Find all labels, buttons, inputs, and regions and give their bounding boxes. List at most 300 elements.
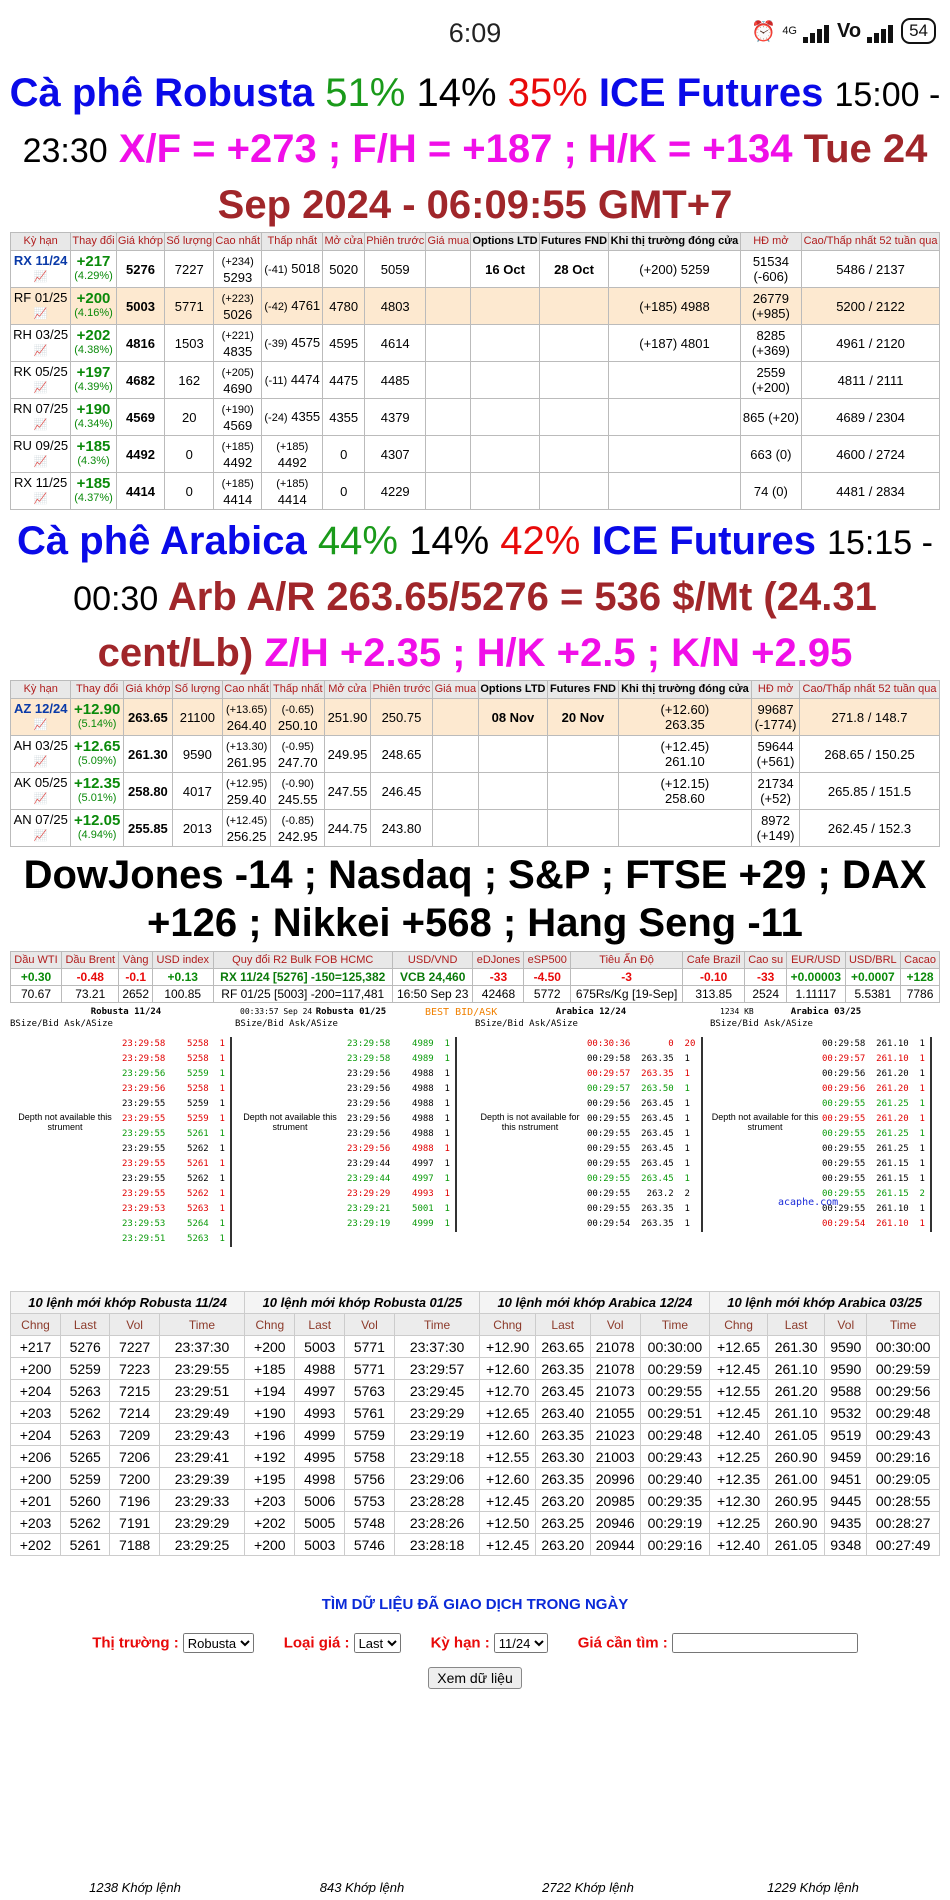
trade-col: Time	[394, 1314, 480, 1336]
chart-icon[interactable]: 📈	[33, 719, 48, 731]
trade-cell: +204	[11, 1424, 61, 1446]
change-cell-part: (4.39%)	[74, 381, 113, 393]
low-cell	[262, 325, 323, 362]
futures-fnd-cell	[548, 810, 618, 847]
market-header: USD index	[152, 952, 213, 969]
high-cell-part: 259.40	[226, 792, 267, 807]
change-cell-part: (4.38%)	[74, 344, 113, 356]
depth-row: 00:29:54 261.10 1	[822, 1219, 931, 1229]
depth-row: 23:29:56 5259 1	[122, 1069, 231, 1079]
range-52w-cell-part: 4811 / 2111	[837, 372, 904, 388]
table-row	[11, 325, 940, 362]
change-cell-part: +185	[76, 475, 111, 492]
depth-row: 23:29:55 5261 1	[122, 1159, 231, 1169]
match-price-cell-part: 261.30	[128, 746, 168, 762]
market-change: -33	[745, 969, 787, 986]
trade-cell: 5006	[295, 1490, 345, 1512]
contract-cell	[11, 699, 71, 736]
depth-row: 23:29:19 4999 1	[347, 1219, 456, 1229]
match-price-cell	[116, 288, 164, 325]
signal-icon-2	[867, 20, 895, 43]
change-cell-part: +197	[76, 364, 111, 381]
arabica-table	[10, 680, 940, 847]
depth-row: 23:29:55 5259 1	[122, 1099, 231, 1109]
depth-row: 23:29:29 4993 1	[347, 1189, 456, 1199]
trade-cell: 263.35	[535, 1468, 590, 1490]
depth-row: 23:29:55 5262 1	[122, 1189, 231, 1199]
depth-row: 23:29:21 5001 1	[347, 1204, 456, 1214]
prev-cell-part: 4229	[380, 483, 410, 499]
trade-cell: 00:30:00	[640, 1336, 710, 1358]
depth-title: Robusta 11/24	[90, 1007, 162, 1017]
prev-cell-part: 246.45	[381, 783, 422, 799]
price-search-input[interactable]	[672, 1633, 858, 1653]
range-52w-cell	[802, 436, 940, 473]
column-header: Cao/Thấp nhất 52 tuần qua	[800, 681, 940, 699]
change-cell	[71, 251, 116, 288]
trade-col: Last	[535, 1314, 590, 1336]
price-label: Giá cần tìm :	[577, 1634, 668, 1652]
contract-cell-part: AN 07/25	[13, 812, 68, 827]
chart-icon[interactable]: 📈	[33, 456, 48, 468]
trade-cell: 9459	[825, 1446, 867, 1468]
trade-cell: 4997	[295, 1380, 345, 1402]
match-price-cell-part: 255.85	[128, 820, 168, 836]
close-cell-part: (+12.45)	[660, 739, 710, 754]
table-row	[11, 473, 940, 510]
trade-cell: 9348	[825, 1534, 867, 1556]
depth-row: 00:29:54 263.35 1	[587, 1219, 696, 1229]
best-bid-ask-label: BEST BID/ASK	[425, 1007, 498, 1018]
low-cell-part: 4414	[277, 492, 307, 507]
high-cell-part: 264.40	[226, 718, 267, 733]
trade-cell: 5262	[61, 1402, 110, 1424]
trade-cell: 23:29:57	[394, 1358, 480, 1380]
market-header: USD/BRL	[845, 952, 901, 969]
open-interest-cell	[740, 473, 801, 510]
volume-cell	[172, 773, 222, 810]
trade-cell: 23:29:29	[394, 1402, 480, 1424]
range-52w-cell-part: 268.65 / 150.25	[824, 746, 915, 762]
low-cell-part: (-0.95)	[281, 741, 314, 753]
kb-label: 1234 KB	[720, 1007, 754, 1016]
options-ltd-cell-part: 08 Nov	[491, 709, 535, 725]
trade-cell: 7209	[110, 1424, 159, 1446]
depth-row: 23:29:58 4989 1	[347, 1039, 456, 1049]
trade-cell: 23:29:43	[159, 1424, 244, 1446]
chart-icon[interactable]: 📈	[33, 382, 48, 394]
change-cell-part: +12.35	[73, 775, 121, 792]
trade-cell: 00:29:48	[640, 1424, 710, 1446]
match-price-cell-part: 4414	[126, 483, 155, 499]
trade-cell: 7200	[110, 1468, 159, 1490]
trade-cell: 261.10	[767, 1358, 824, 1380]
trade-cell: +12.60	[480, 1424, 535, 1446]
open-interest-cell	[740, 362, 801, 399]
open-interest-cell-part: (-1774)	[754, 717, 797, 732]
trade-col: Time	[640, 1314, 710, 1336]
depth-row: 23:29:55 5261 1	[122, 1129, 231, 1139]
open-interest-cell-part: (+985)	[751, 306, 790, 321]
change-cell	[71, 325, 116, 362]
range-52w-cell-part: 265.85 / 151.5	[827, 783, 912, 799]
depth-row: 00:29:55 261.20 1	[822, 1114, 931, 1124]
change-cell	[71, 362, 116, 399]
trade-cell: 21073	[590, 1380, 640, 1402]
market-value: 313.85	[683, 986, 745, 1003]
prev-cell	[365, 325, 426, 362]
change-cell-part: +200	[76, 290, 111, 307]
high-cell-part: (+221)	[221, 330, 254, 342]
depth-row: 23:29:58 5258 1	[122, 1039, 231, 1049]
trade-cell: +12.35	[710, 1468, 768, 1490]
depth-subheader: BSize/Bid Ask/ASize	[10, 1019, 113, 1029]
trade-cell: 23:29:25	[159, 1534, 244, 1556]
depth-row: 00:29:58 263.35 1	[587, 1054, 696, 1064]
chart-icon[interactable]: 📈	[33, 793, 48, 805]
chart-icon[interactable]: 📈	[33, 308, 48, 320]
volume-cell-part: 162	[178, 372, 201, 388]
open-cell-part: 4780	[329, 298, 359, 314]
site-label[interactable]: acaphe.com	[778, 1197, 839, 1208]
open-cell-part: 4355	[329, 409, 359, 425]
column-header: Giá khớp	[123, 681, 172, 699]
trade-cell: 23:29:55	[159, 1358, 244, 1380]
match-price-cell-part: 4682	[126, 372, 155, 388]
open-interest-cell-part: (+561)	[756, 754, 795, 769]
trade-cell: 20946	[590, 1512, 640, 1534]
volume-cell	[165, 325, 214, 362]
close-cell-part: (+200) 5259	[639, 261, 710, 277]
trade-title: 10 lệnh mới khớp Robusta 11/24	[11, 1292, 245, 1314]
high-cell-part: (+13.30)	[225, 741, 268, 753]
contract-cell	[11, 325, 71, 362]
trade-cell: 7227	[110, 1336, 159, 1358]
footer-count-1: 1238 Khớp lệnh	[89, 1880, 181, 1895]
market-value: 16:50 Sep 23	[392, 986, 473, 1003]
high-cell	[222, 736, 271, 773]
low-cell-part: 247.70	[277, 755, 318, 770]
open-interest-cell-part: 74 (0)	[753, 483, 788, 499]
trade-cell: +12.50	[480, 1512, 535, 1534]
change-cell	[71, 399, 116, 436]
trade-cell: 9532	[825, 1402, 867, 1424]
low-cell	[262, 473, 323, 510]
trade-cell: +12.25	[710, 1446, 768, 1468]
table-row	[11, 736, 940, 773]
chart-icon[interactable]: 📈	[33, 271, 48, 283]
trade-cell: +202	[11, 1534, 61, 1556]
search-section	[0, 1596, 950, 1689]
prev-cell-part: 248.65	[381, 746, 422, 762]
table-row	[11, 288, 940, 325]
trade-cell: 23:29:06	[394, 1468, 480, 1490]
contract-cell-part: RH 03/25	[13, 327, 69, 342]
depth-row: 00:29:56 263.45 1	[587, 1099, 696, 1109]
depth-row: 23:29:56 5258 1	[122, 1084, 231, 1094]
depth-row: 23:29:58 4989 1	[347, 1054, 456, 1064]
prev-cell	[365, 436, 426, 473]
column-header: Mở cửa	[325, 681, 371, 699]
match-price-cell-part: 5276	[126, 261, 155, 277]
trade-cell: 263.25	[535, 1512, 590, 1534]
column-header: Thấp nhất	[262, 233, 323, 251]
trade-cell: 263.20	[535, 1534, 590, 1556]
depth-row: 00:29:55 263.45 1	[587, 1129, 696, 1139]
depth-title: Arabica 03/25	[790, 1007, 862, 1017]
bid-cell	[426, 399, 471, 436]
column-header: Khi thị trường đóng cửa	[618, 681, 751, 699]
low-cell-part: (+185)	[276, 441, 309, 453]
trade-cell: 23:28:28	[394, 1490, 480, 1512]
depth-row: 00:29:55 263.2 2	[587, 1189, 696, 1199]
trade-cell: +201	[11, 1490, 61, 1512]
trade-cell: 4998	[295, 1468, 345, 1490]
match-price-cell-part: 263.65	[128, 709, 168, 725]
change-cell-part: +190	[76, 401, 111, 418]
indices-line: DowJones -14 ; Nasdaq ; S&P ; FTSE +29 ; DAX +126 ; Nikkei +568 ; Hang Seng -11	[23, 853, 927, 945]
trade-cell: 263.45	[535, 1380, 590, 1402]
latest-trades-table	[10, 1291, 940, 1556]
bid-cell	[426, 325, 471, 362]
depth-panel	[235, 1007, 467, 1227]
trade-cell: 260.90	[767, 1446, 824, 1468]
column-header: Options LTD	[471, 233, 540, 251]
robusta-table	[10, 232, 940, 510]
depth-row: 00:29:57 263.35 1	[587, 1069, 696, 1079]
trade-cell: 7223	[110, 1358, 159, 1380]
contract-cell-part: RX 11/24	[13, 253, 68, 268]
change-cell-part: (5.01%)	[77, 792, 117, 804]
futures-fnd-cell	[548, 736, 618, 773]
open-interest-cell-part: 59644	[757, 739, 794, 754]
trade-cell: 261.30	[767, 1336, 824, 1358]
depth-row: 23:29:56 4988 1	[347, 1084, 456, 1094]
volume-cell	[165, 399, 214, 436]
depth-row: 00:29:55 261.25 1	[822, 1129, 931, 1139]
trade-cell: +12.70	[480, 1380, 535, 1402]
high-cell	[222, 699, 271, 736]
table-row	[11, 773, 940, 810]
bid-cell	[433, 736, 479, 773]
trade-row	[11, 1490, 940, 1512]
low-cell-part: 245.55	[277, 792, 318, 807]
open-cell-part: 251.90	[327, 709, 368, 725]
open-cell-part: 5020	[329, 261, 359, 277]
trade-cell: 260.90	[767, 1512, 824, 1534]
depth-row: 00:29:55 261.25 1	[822, 1099, 931, 1109]
trade-cell: 5003	[295, 1336, 345, 1358]
depth-panel	[10, 1007, 242, 1244]
close-cell-part: 261.10	[665, 754, 705, 769]
open-cell	[323, 399, 365, 436]
change-cell-part: (4.37%)	[74, 492, 113, 504]
chart-icon[interactable]: 📈	[33, 419, 48, 431]
low-cell	[271, 773, 325, 810]
trade-col: Last	[767, 1314, 824, 1336]
column-header: Phiên trước	[365, 233, 426, 251]
chart-icon[interactable]: 📈	[33, 345, 48, 357]
view-data-button[interactable]: Xem dữ liệu	[428, 1667, 522, 1689]
volume-cell	[165, 436, 214, 473]
match-price-cell-part: 258.80	[128, 783, 168, 799]
trade-cell: +12.45	[480, 1534, 535, 1556]
open-cell	[323, 325, 365, 362]
bid-cell	[426, 362, 471, 399]
price-type-select[interactable]	[354, 1633, 401, 1653]
volume-cell-part: 7227	[174, 261, 204, 277]
futures-fnd-cell-part: 20 Nov	[561, 709, 605, 725]
trade-cell: +204	[11, 1380, 61, 1402]
change-cell-part: (5.09%)	[77, 755, 117, 767]
trade-cell: 00:29:51	[640, 1402, 710, 1424]
contract-cell	[11, 251, 71, 288]
contract-cell-part: RN 07/25	[13, 401, 69, 416]
trade-cell: 9590	[825, 1358, 867, 1380]
search-title: TÌM DỮ LIỆU ĐÃ GIAO DỊCH TRONG NGÀY	[321, 1596, 629, 1613]
range-52w-cell-part: 262.45 / 152.3	[827, 820, 912, 836]
table-row	[11, 362, 940, 399]
high-cell-part: (+12.95)	[225, 778, 268, 790]
trade-cell: 23:29:45	[394, 1380, 480, 1402]
high-cell	[214, 436, 262, 473]
open-interest-cell-part: 2559	[756, 365, 786, 380]
trade-cell: 23:37:30	[159, 1336, 244, 1358]
depth-row: 23:29:55 5259 1	[122, 1114, 231, 1124]
options-ltd-cell	[471, 251, 540, 288]
trade-cell: +217	[11, 1336, 61, 1358]
trade-cell: 5758	[345, 1446, 395, 1468]
market-value: 1.11117	[787, 986, 845, 1003]
chart-icon[interactable]: 📈	[33, 493, 48, 505]
bid-cell	[426, 473, 471, 510]
high-cell	[214, 288, 262, 325]
open-interest-cell-part: (+149)	[756, 828, 795, 843]
term-select[interactable]	[494, 1633, 548, 1653]
high-cell-part: 4690	[223, 381, 253, 396]
trade-cell: 5753	[345, 1490, 395, 1512]
high-cell-part: 4835	[223, 344, 253, 359]
high-cell	[214, 473, 262, 510]
trade-cell: 5260	[61, 1490, 110, 1512]
range-52w-cell	[802, 288, 940, 325]
volume-cell	[165, 362, 214, 399]
trade-cell: 5761	[345, 1402, 395, 1424]
trade-cell: 5763	[345, 1380, 395, 1402]
trade-cell: 5262	[61, 1512, 110, 1534]
depth-row: 00:29:55 263.35 1	[587, 1204, 696, 1214]
table-row	[11, 436, 940, 473]
volume-cell	[172, 736, 222, 773]
high-cell-part: (+13.65)	[225, 704, 268, 716]
change-cell	[71, 436, 116, 473]
change-cell	[71, 810, 123, 847]
market-header: Dầu WTI	[11, 952, 62, 969]
depth-row: 00:29:55 261.15 1	[822, 1159, 931, 1169]
trade-cell: 23:29:49	[159, 1402, 244, 1424]
depth-time: 00:33:57 Sep 24	[240, 1007, 313, 1016]
trade-cell: +194	[245, 1380, 295, 1402]
match-price-cell	[116, 473, 164, 510]
high-cell-part: (+190)	[221, 404, 254, 416]
trade-cell: +203	[11, 1512, 61, 1534]
trade-row	[11, 1424, 940, 1446]
market-label: Thị trường :	[92, 1634, 179, 1652]
futures-fnd-cell	[539, 362, 608, 399]
depth-unavailable: Depth is not available for this nstrument	[480, 1112, 580, 1132]
open-cell-part: 249.95	[327, 746, 368, 762]
chart-icon[interactable]: 📈	[33, 830, 48, 842]
trade-cell: +12.65	[480, 1402, 535, 1424]
depth-row: 23:29:56 4988 1	[347, 1114, 456, 1124]
match-price-cell	[123, 773, 172, 810]
contract-cell	[11, 362, 71, 399]
trade-cell: 263.40	[535, 1402, 590, 1424]
trade-cell: 20996	[590, 1468, 640, 1490]
chart-icon[interactable]: 📈	[33, 756, 48, 768]
footer-count-3: 2722 Khớp lệnh	[542, 1880, 634, 1895]
low-cell	[262, 436, 323, 473]
close-cell-part: (+12.60)	[660, 702, 710, 717]
match-price-cell-part: 4816	[126, 335, 155, 351]
trade-cell: 00:29:55	[640, 1380, 710, 1402]
trade-cell: +12.60	[480, 1358, 535, 1380]
high-cell-part: 4569	[223, 418, 253, 433]
trade-cell: 5261	[61, 1534, 110, 1556]
status-bar	[0, 0, 950, 66]
trade-title: 10 lệnh mới khớp Arabica 12/24	[480, 1292, 710, 1314]
depth-subheader: BSize/Bid Ask/ASize	[475, 1019, 578, 1029]
range-52w-cell	[802, 473, 940, 510]
market-change: -0.10	[683, 969, 745, 986]
low-cell-part: 5018	[291, 260, 321, 276]
table-row	[11, 699, 940, 736]
trade-cell: 21078	[590, 1358, 640, 1380]
open-cell-part: 247.55	[327, 783, 368, 799]
volume-cell-part: 0	[185, 483, 193, 499]
volume-cell-part: 1503	[174, 335, 204, 351]
high-cell-part: (+234)	[221, 256, 254, 268]
trade-cell: 23:29:51	[159, 1380, 244, 1402]
trade-row	[11, 1336, 940, 1358]
market-change: +0.30	[11, 969, 62, 986]
trade-cell: 5259	[61, 1468, 110, 1490]
trade-cell: 260.95	[767, 1490, 824, 1512]
term-label: Kỳ hạn :	[430, 1634, 490, 1652]
market-value: 675Rs/Kg [19-Sep]	[571, 986, 683, 1003]
trade-cell: +195	[245, 1468, 295, 1490]
market-select[interactable]	[183, 1633, 254, 1653]
open-interest-cell	[740, 436, 801, 473]
depth-unavailable: Depth not available this strument	[18, 1112, 112, 1132]
market-header: eDJones	[473, 952, 524, 969]
trade-cell: 261.05	[767, 1534, 824, 1556]
trade-cell: 23:29:29	[159, 1512, 244, 1534]
match-price-cell	[116, 362, 164, 399]
trade-cell: +12.40	[710, 1424, 768, 1446]
low-cell-part: 242.95	[277, 829, 318, 844]
table-row	[11, 251, 940, 288]
low-cell-part: (-41)	[264, 263, 288, 276]
trade-col: Time	[159, 1314, 244, 1336]
column-header: Phiên trước	[370, 681, 432, 699]
trade-cell: 7188	[110, 1534, 159, 1556]
range-52w-cell-part: 4689 / 2304	[836, 409, 905, 425]
match-price-cell-part: 5003	[126, 298, 155, 314]
market-change: +0.0007	[845, 969, 901, 986]
close-cell	[618, 810, 751, 847]
trade-cell: 261.20	[767, 1380, 824, 1402]
